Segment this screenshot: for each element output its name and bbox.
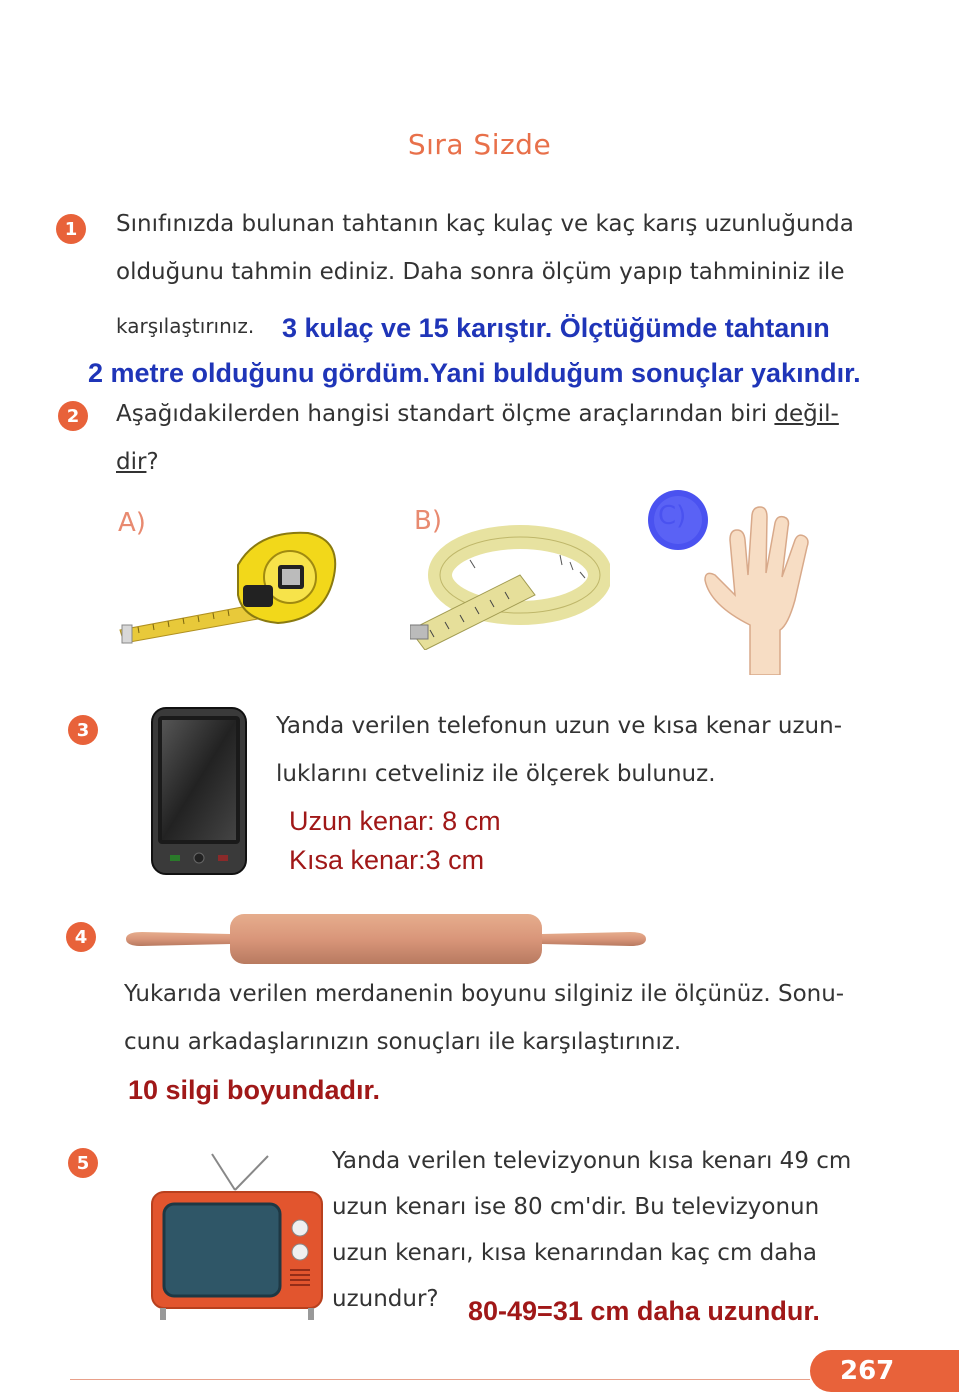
question-5-answer: 80-49=31 cm daha uzundur. [468,1296,820,1326]
phone-icon [150,706,248,876]
question-1-text [116,200,896,296]
question-4-line-2: cunu arkadaşlarınızın sonuçları ile karşılaştırınız. [124,1029,682,1055]
television-icon [150,1150,325,1322]
question-1-line-3: karşılaştırınız. [116,314,255,338]
question-2-question-mark: ? [146,449,159,475]
question-1-line-1: Sınıfınızda bulunan tahtanın kaç kulaç ve kaç karış uzunluğunda [116,211,854,237]
question-3-text [276,702,896,798]
question-2-negation-underlined: değil- [774,401,839,427]
section-title: Sıra Sizde [407,128,552,161]
question-1-answer-part-1: 3 kulaç ve 15 karıştır. Ölçtüğümde tahtanın [282,313,830,343]
question-5-line-2: uzun kenarı ise 80 cm'dir. Bu televizyonun [332,1194,820,1220]
question-2-line-1 [116,390,896,438]
hand-icon [700,505,820,675]
question-2-number: 2 [58,401,88,431]
question-5-line-1: Yanda verilen televizyonun kısa kenarı 49 cm [332,1148,852,1174]
question-2-line-1-main: Aşağıdakilerden hangisi standart ölçme araçlarından biri [116,401,775,427]
question-3-line-2: luklarını cetveliniz ile ölçerek bulunuz. [276,761,716,787]
page-number: 267 [810,1350,959,1392]
question-5-line-4: uzundur? [332,1286,439,1312]
tape-measure-icon [118,525,348,645]
option-b-label: B) [414,506,442,536]
option-a-label: A) [118,508,146,538]
question-5-number: 5 [68,1148,98,1178]
question-1-number: 1 [56,214,86,244]
question-5-text [332,1138,892,1322]
rolling-pin-icon [122,910,652,966]
question-3-answer-1: Uzun kenar: 8 cm [289,806,501,836]
question-2-line-2-underlined: dir [116,449,147,475]
footer-divider [70,1379,810,1380]
question-4-answer: 10 silgi boyundadır. [128,1075,381,1105]
question-4-text [124,970,914,1066]
tailor-tape-measure-icon [410,520,610,650]
option-c-label: C) [658,501,687,531]
question-4-number: 4 [66,922,96,952]
question-1-answer-part-2: 2 metre olduğunu gördüm.Yani bulduğum sonuçlar yakındır. [88,358,861,388]
question-3-line-1: Yanda verilen telefonun uzun ve kısa kenar uzun- [276,713,842,739]
question-5-line-3: uzun kenarı, kısa kenarından kaç cm daha [332,1240,818,1266]
question-4-line-1: Yukarıda verilen merdanenin boyunu silginiz ile ölçünüz. Sonu- [124,981,845,1007]
question-1-line-2: olduğunu tahmin ediniz. Daha sonra ölçüm yapıp tahmininiz ile [116,259,845,285]
question-2-line-2 [116,438,896,486]
question-3-answer-2: Kısa kenar:3 cm [289,845,485,875]
question-3-number: 3 [68,715,98,745]
question-2-text [116,390,896,486]
